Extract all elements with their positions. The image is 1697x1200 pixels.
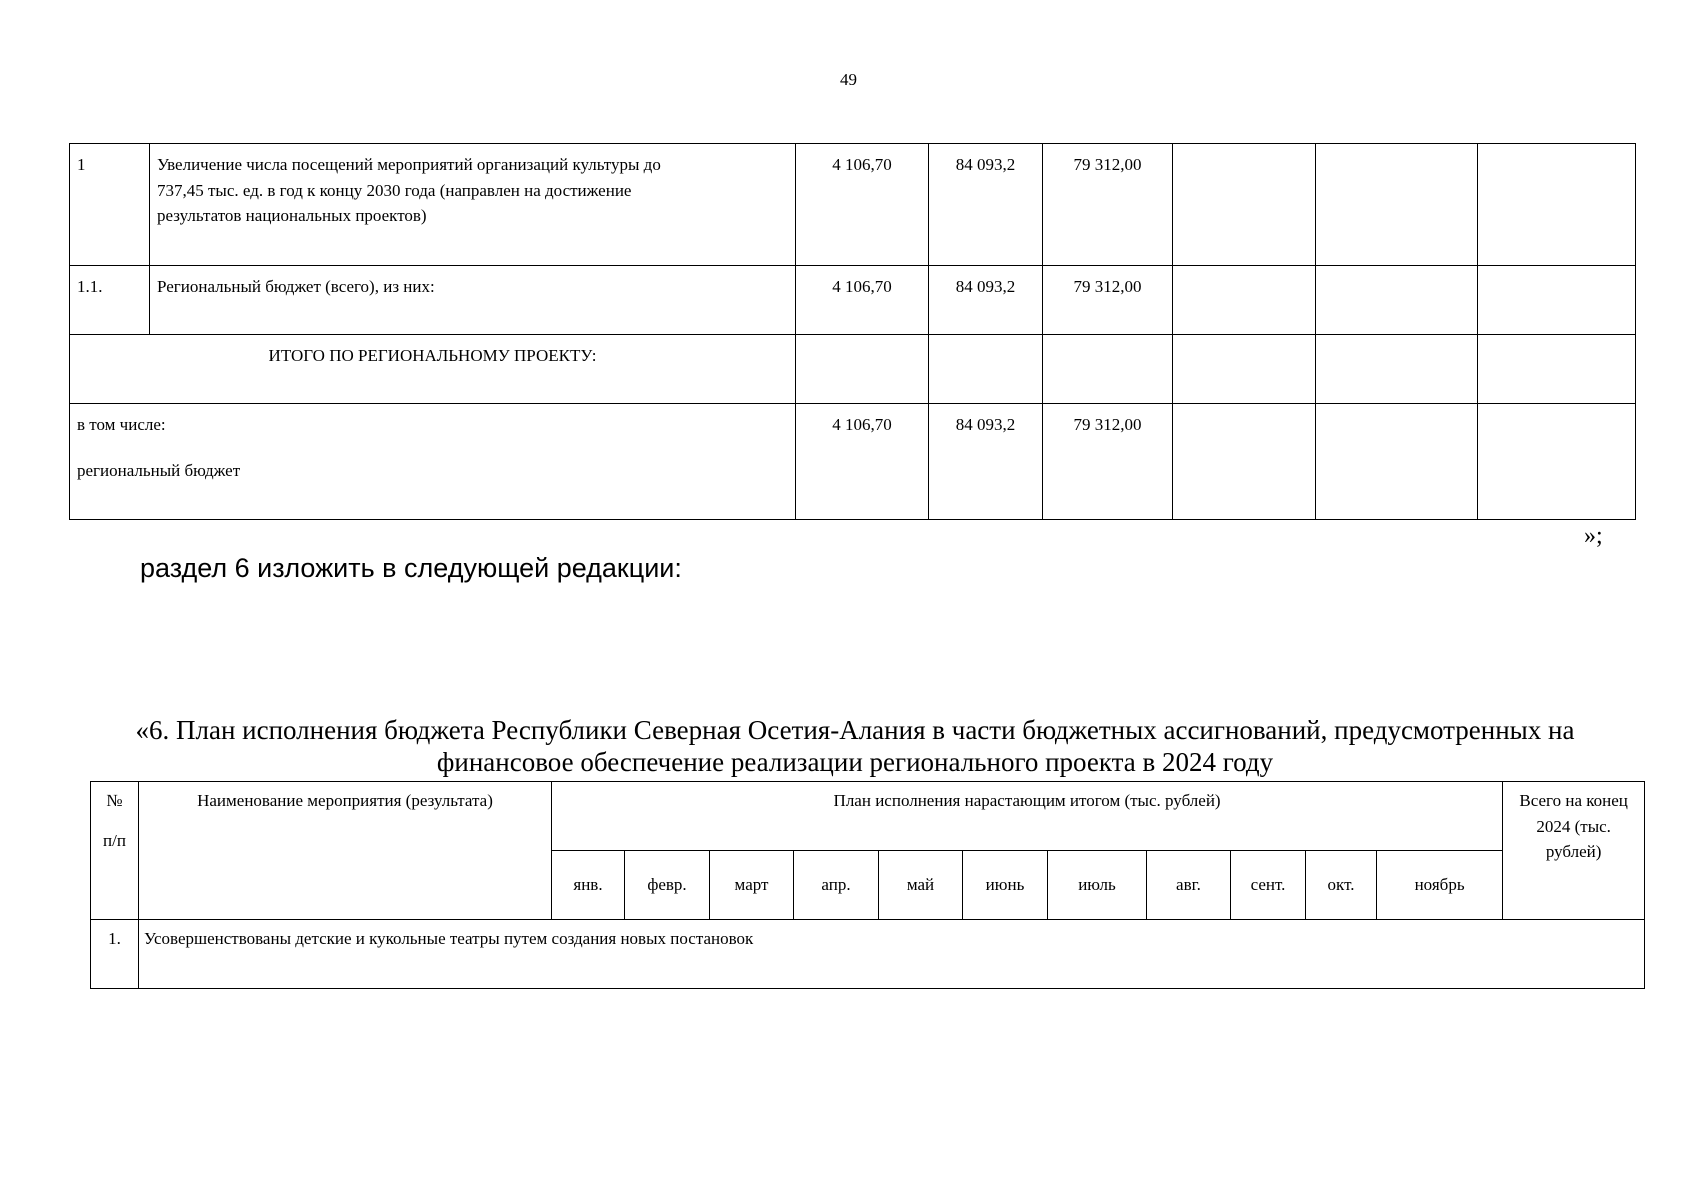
value-cell: 4 106,70 [796, 404, 929, 520]
value-cell: 4 106,70 [796, 266, 929, 335]
row-number: 1 [70, 144, 150, 266]
value-cell: 84 093,2 [929, 144, 1043, 266]
row-number: 1. [91, 920, 139, 989]
table-row [70, 144, 1636, 266]
closing-quote: »; [1584, 523, 1603, 549]
month-header: янв. [552, 851, 625, 920]
column-header-num: № п/п [91, 782, 139, 920]
value-cell: 84 093,2 [929, 404, 1043, 520]
table-row [91, 920, 1645, 989]
table-row [70, 404, 1636, 520]
empty-cell [1043, 335, 1173, 404]
row-name: Региональный бюджет (всего), из них: [150, 266, 796, 335]
month-header: март [710, 851, 794, 920]
empty-cell [1173, 144, 1316, 266]
section-heading-line: финансовое обеспечение реализации регионального проекта в 2024 году [436, 747, 1274, 778]
row-name: Увеличение числа посещений мероприятий организаций культуры до 737,45 тыс. ед. в год к концу 2030 года (направлен на достижение результатов национальных проектов) [150, 144, 796, 266]
table-header-row [91, 782, 1645, 851]
column-header-total: Всего на конец 2024 (тыс. рублей) [1503, 782, 1645, 920]
month-header: июнь [963, 851, 1048, 920]
month-header: окт. [1306, 851, 1377, 920]
empty-cell [1173, 335, 1316, 404]
empty-cell [1478, 335, 1636, 404]
column-header-name: Наименование мероприятия (результата) [139, 782, 552, 920]
column-header-plan: План исполнения нарастающим итогом (тыс. рублей) [552, 782, 1503, 851]
value-cell: 79 312,00 [1043, 266, 1173, 335]
empty-cell [1316, 144, 1478, 266]
value-cell: 84 093,2 [929, 266, 1043, 335]
value-cell: 4 106,70 [796, 144, 929, 266]
month-header: апр. [794, 851, 879, 920]
table-row [70, 335, 1636, 404]
empty-cell [1316, 404, 1478, 520]
instruction-text: раздел 6 изложить в следующей редакции: [140, 553, 682, 583]
empty-cell [1173, 404, 1316, 520]
empty-cell [796, 335, 929, 404]
month-header: июль [1048, 851, 1147, 920]
total-label: ИТОГО ПО РЕГИОНАЛЬНОМУ ПРОЕКТУ: [70, 335, 796, 404]
section-heading-line: «6. План исполнения бюджета Республики Северная Осетия-Алания в части бюджетных ассигнований, предусмотренных на [135, 715, 1575, 745]
table-row [70, 266, 1636, 335]
empty-cell [1173, 266, 1316, 335]
row-name: Усовершенствованы детские и кукольные театры путем создания новых постановок [139, 920, 1645, 989]
empty-cell [929, 335, 1043, 404]
page-number: 49 [840, 70, 857, 89]
value-cell: 79 312,00 [1043, 404, 1173, 520]
month-header: май [879, 851, 963, 920]
regional-project-finance-table [69, 143, 1636, 520]
month-header: авг. [1147, 851, 1231, 920]
empty-cell [1478, 144, 1636, 266]
month-header: ноябрь [1377, 851, 1503, 920]
value-cell: 79 312,00 [1043, 144, 1173, 266]
month-header: февр. [625, 851, 710, 920]
budget-plan-table [90, 781, 1645, 989]
empty-cell [1478, 266, 1636, 335]
empty-cell [1316, 335, 1478, 404]
row-number: 1.1. [70, 266, 150, 335]
empty-cell [1478, 404, 1636, 520]
empty-cell [1316, 266, 1478, 335]
month-header: сент. [1231, 851, 1306, 920]
including-label: в том числе: региональный бюджет [70, 404, 796, 520]
section-heading [70, 714, 1640, 779]
